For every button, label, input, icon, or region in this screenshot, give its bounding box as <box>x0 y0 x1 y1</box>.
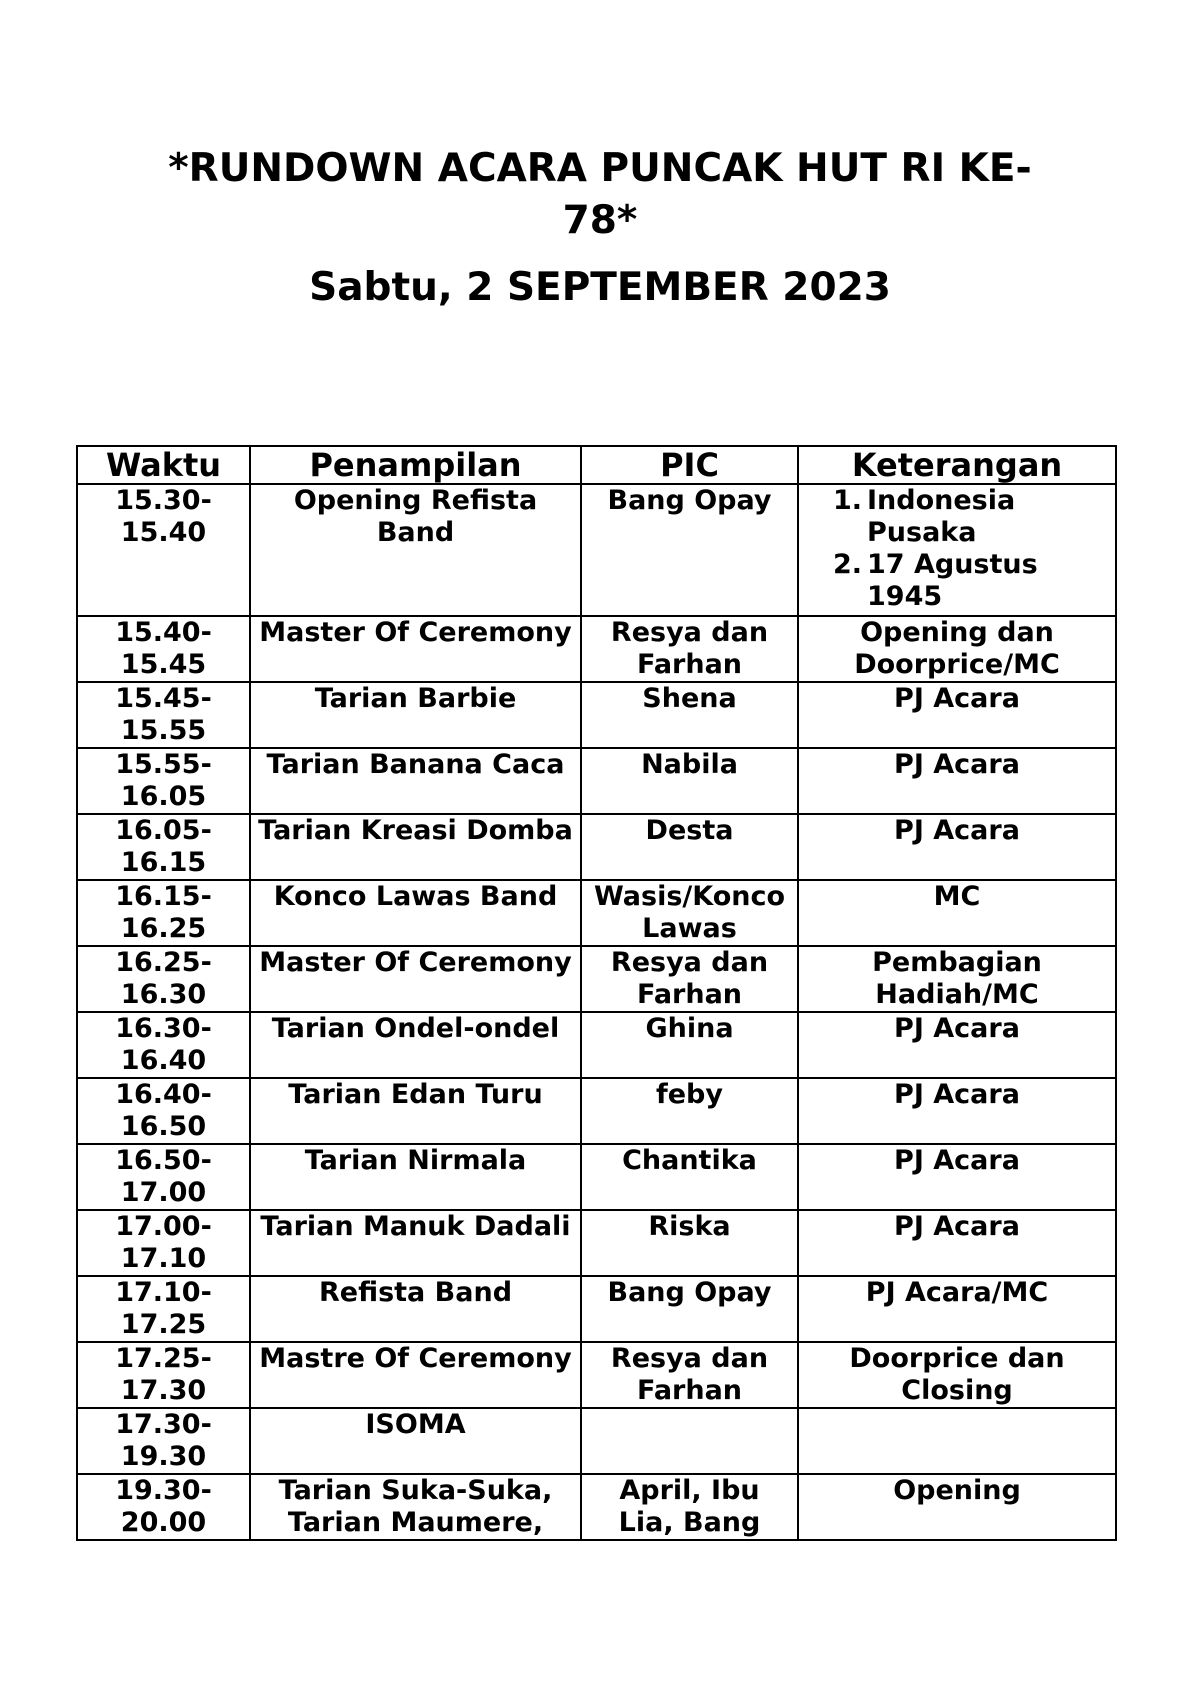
table-row <box>77 814 1116 880</box>
list-text: 17 Agustus 1945 <box>867 549 1038 612</box>
cell-waktu: 15.45-15.55 <box>77 682 250 748</box>
cell-waktu: 16.05-16.15 <box>77 814 250 880</box>
table-row <box>77 1474 1116 1540</box>
cell-waktu: 15.30-15.40 <box>77 484 250 616</box>
cell-penampilan: Opening Refista Band <box>250 484 581 616</box>
cell-waktu: 17.30-19.30 <box>77 1408 250 1474</box>
cell-pic: feby <box>581 1078 798 1144</box>
table-row <box>77 682 1116 748</box>
cell-keterangan: PJ Acara <box>798 1144 1116 1210</box>
cell-waktu: 19.30-20.00 <box>77 1474 250 1540</box>
list-text: Indonesia Pusaka <box>867 485 1016 548</box>
cell-pic: April, Ibu Lia, Bang <box>581 1474 798 1540</box>
cell-waktu: 15.55-16.05 <box>77 748 250 814</box>
cell-keterangan: Opening dan Doorprice/MC <box>798 616 1116 682</box>
cell-waktu: 15.40-15.45 <box>77 616 250 682</box>
cell-penampilan: Tarian Manuk Dadali <box>250 1210 581 1276</box>
list-number: 2. <box>833 549 863 580</box>
cell-waktu: 16.25-16.30 <box>77 946 250 1012</box>
table-row <box>77 1144 1116 1210</box>
table-row <box>77 1078 1116 1144</box>
cell-pic: Chantika <box>581 1144 798 1210</box>
header-pic: PIC <box>581 446 798 484</box>
cell-waktu: 17.10-17.25 <box>77 1276 250 1342</box>
cell-keterangan: PJ Acara/MC <box>798 1276 1116 1342</box>
cell-waktu: 17.25-17.30 <box>77 1342 250 1408</box>
table-row <box>77 1210 1116 1276</box>
cell-pic: Bang Opay <box>581 1276 798 1342</box>
cell-penampilan: Master Of Ceremony <box>250 616 581 682</box>
cell-penampilan: Tarian Nirmala <box>250 1144 581 1210</box>
table-row <box>77 748 1116 814</box>
table-row <box>77 1408 1116 1474</box>
cell-pic: Riska <box>581 1210 798 1276</box>
cell-keterangan: MC <box>798 880 1116 946</box>
cell-penampilan: Master Of Ceremony <box>250 946 581 1012</box>
cell-penampilan: Tarian Barbie <box>250 682 581 748</box>
event-date: Sabtu, 2 SEPTEMBER 2023 <box>309 265 891 310</box>
cell-pic: Desta <box>581 814 798 880</box>
header-waktu: Waktu <box>77 446 250 484</box>
table-row <box>77 946 1116 1012</box>
cell-pic: Bang Opay <box>581 484 798 616</box>
cell-pic: Shena <box>581 682 798 748</box>
cell-penampilan: Konco Lawas Band <box>250 880 581 946</box>
cell-waktu: 16.30-16.40 <box>77 1012 250 1078</box>
table-row <box>77 616 1116 682</box>
cell-pic: Nabila <box>581 748 798 814</box>
cell-keterangan: Doorprice dan Closing <box>798 1342 1116 1408</box>
cell-keterangan: PJ Acara <box>798 682 1116 748</box>
keterangan-list <box>805 485 1109 613</box>
cell-pic: Resya dan Farhan <box>581 946 798 1012</box>
cell-pic: Ghina <box>581 1012 798 1078</box>
cell-penampilan: ISOMA <box>250 1408 581 1474</box>
cell-waktu: 16.40-16.50 <box>77 1078 250 1144</box>
cell-keterangan: PJ Acara <box>798 1210 1116 1276</box>
cell-penampilan: Tarian Ondel-ondel <box>250 1012 581 1078</box>
title-line-2: 78* <box>562 198 638 243</box>
cell-penampilan: Tarian Edan Turu <box>250 1078 581 1144</box>
cell-keterangan: PJ Acara <box>798 1078 1116 1144</box>
table-row <box>77 1276 1116 1342</box>
cell-keterangan: Pembagian Hadiah/MC <box>798 946 1116 1012</box>
table-row <box>77 484 1116 616</box>
table-row <box>77 1342 1116 1408</box>
cell-keterangan: PJ Acara <box>798 814 1116 880</box>
cell-penampilan: Refista Band <box>250 1276 581 1342</box>
cell-keterangan: PJ Acara <box>798 1012 1116 1078</box>
cell-keterangan: Opening <box>798 1474 1116 1540</box>
document-title <box>100 143 1100 247</box>
rundown-table <box>76 445 1117 1541</box>
cell-pic: Wasis/Konco Lawas <box>581 880 798 946</box>
cell-keterangan <box>798 484 1116 616</box>
table-row <box>77 880 1116 946</box>
list-number: 1. <box>833 485 863 516</box>
list-item <box>833 549 1109 613</box>
cell-pic: Resya dan Farhan <box>581 1342 798 1408</box>
title-line-1: *RUNDOWN ACARA PUNCAK HUT RI KE- <box>168 146 1032 191</box>
header-keterangan: Keterangan <box>798 446 1116 484</box>
list-item <box>833 485 1109 549</box>
cell-pic <box>581 1408 798 1474</box>
table-header-row <box>77 446 1116 484</box>
cell-waktu: 17.00-17.10 <box>77 1210 250 1276</box>
cell-waktu: 16.15-16.25 <box>77 880 250 946</box>
cell-penampilan: Tarian Suka-Suka, Tarian Maumere, <box>250 1474 581 1540</box>
cell-keterangan: PJ Acara <box>798 748 1116 814</box>
table-row <box>77 1012 1116 1078</box>
cell-penampilan: Tarian Kreasi Domba <box>250 814 581 880</box>
cell-pic: Resya dan Farhan <box>581 616 798 682</box>
header-penampilan: Penampilan <box>250 446 581 484</box>
cell-penampilan: Tarian Banana Caca <box>250 748 581 814</box>
cell-keterangan <box>798 1408 1116 1474</box>
cell-penampilan: Mastre Of Ceremony <box>250 1342 581 1408</box>
cell-waktu: 16.50-17.00 <box>77 1144 250 1210</box>
